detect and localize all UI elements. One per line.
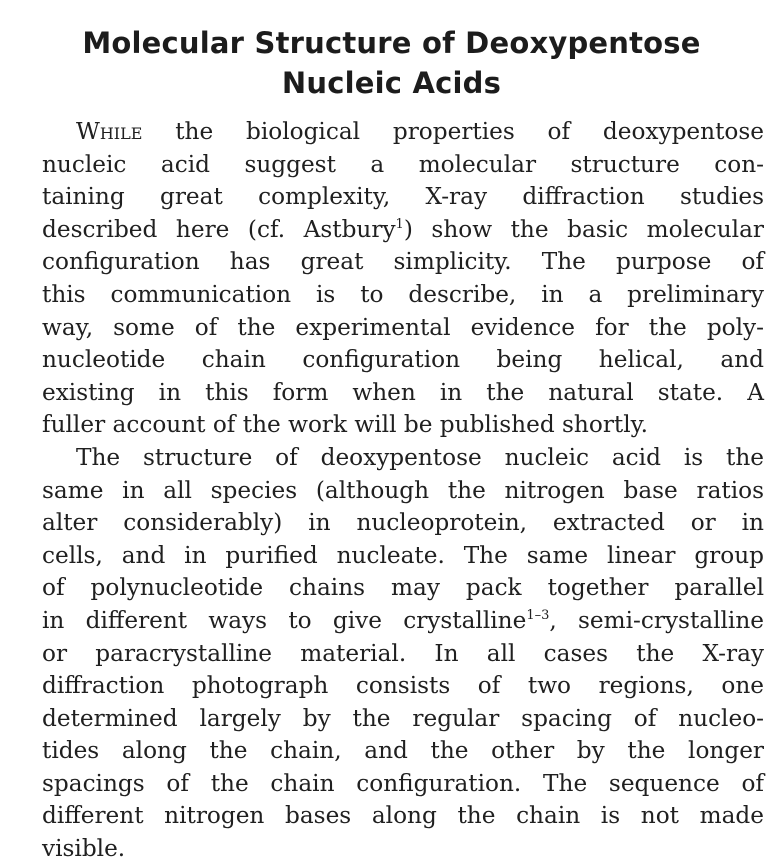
text-line: taining great complexity, X-ray diffraction studies <box>42 183 764 211</box>
text-line: determined largely by the regular spacing of nucleo- <box>42 704 764 732</box>
text-line: The structure of deoxypentose nucleic acid is the <box>76 443 764 471</box>
citation-ref: 1–3 <box>526 607 550 623</box>
text-line: existing in this form when in the natural state. A <box>42 378 764 406</box>
text-line: in different ways to give crystalline$^{1-3}$, semi-crystalline <box>42 606 764 634</box>
text-line: or paracrystalline material. In all cases the X-ray <box>42 639 764 667</box>
text-line: way, some of the experimental evidence for the poly- <box>42 313 764 341</box>
text-line: different nitrogen bases along the chain is not made <box>42 802 764 830</box>
text-line: tides along the chain, and the other by the longer <box>42 737 764 765</box>
citation-ref: 1 <box>395 216 404 232</box>
paragraph-2 <box>42 442 764 866</box>
text-line: alter considerably) in nucleoprotein, extracted or in <box>42 509 764 537</box>
text-line: of polynucleotide chains may pack together parallel <box>42 574 764 602</box>
text-line: nucleotide chain configuration being helical, and <box>42 346 764 374</box>
text-line: described here (cf. Astbury$^1$) show the basic molecular <box>42 215 764 243</box>
text-line: While the biological properties of deoxypentose <box>76 118 764 145</box>
lead-word: While <box>76 118 143 145</box>
text-line: cells, and in purified nucleate. The same linear group <box>42 541 764 569</box>
text-line: spacings of the chain configuration. The sequence of <box>42 769 764 797</box>
text-line: fuller account of the work will be published shortly. <box>42 411 649 439</box>
text-line: same in all species (although the nitrogen base ratios <box>42 476 764 504</box>
title-line-1: Molecular Structure of Deoxypentose <box>82 26 701 60</box>
text-line: configuration has great simplicity. The purpose of <box>42 248 764 276</box>
title-line-2: Nucleic Acids <box>281 66 502 100</box>
text-line: nucleic acid suggest a molecular structure con- <box>42 150 764 178</box>
text-line: diffraction photograph consists of two regions, one <box>42 672 764 700</box>
article-body <box>42 116 764 866</box>
paragraph-1 <box>42 116 764 442</box>
text-line: this communication is to describe, in a preliminary <box>42 280 764 308</box>
text-line: visible. <box>42 835 126 863</box>
